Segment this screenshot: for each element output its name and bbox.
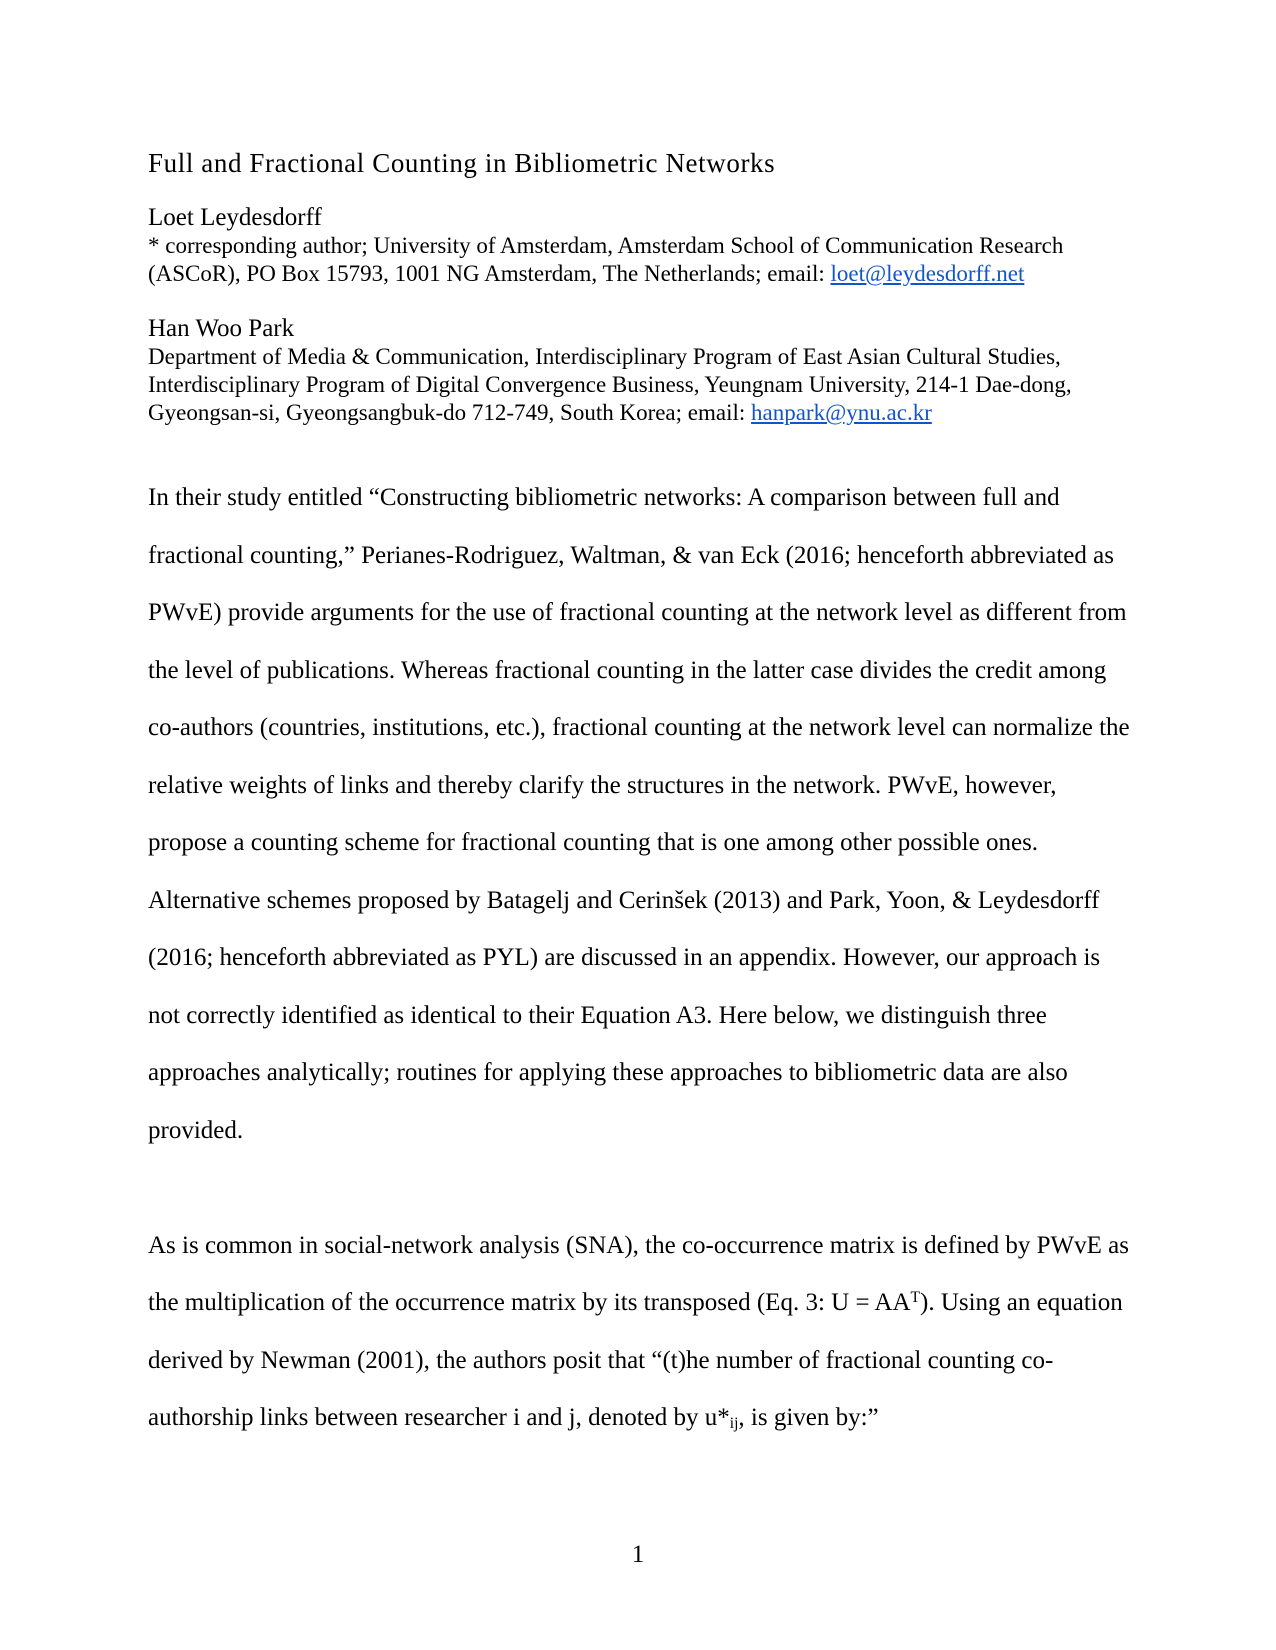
text-segment: Department of Media & Communication, Interdisciplinary Program of East Asian Cultural Studies, Interdisciplinary Program of Digital Convergence Business, Yeungnam University, 214-1 Dae-dong, Gyeongsan-si, Gyeongsangbuk-do 712-749, South Korea; email: <box>148 344 1072 425</box>
text-segment: As is common in social-network analysis (SNA), the co-occurrence matrix is defined by PWvE as the multiplication of the occurrence matrix by its transposed (Eq. 3: U = AA <box>148 1231 1129 1316</box>
author-block <box>148 204 1130 288</box>
body-paragraph <box>148 469 1130 1159</box>
email-link[interactable]: hanpark@ynu.ac.kr <box>751 400 932 425</box>
body-paragraph <box>148 1217 1130 1447</box>
author-affiliation <box>148 232 1130 288</box>
author-name: Loet Leydesdorff <box>148 204 322 231</box>
text-segment: In their study entitled “Constructing bibliometric networks: A comparison between full and fractional counting,” Perianes-Rodriguez, Waltman, & van Eck (2016; henceforth abbreviated as PWvE) provide arguments for the use of fractional counting at the network level as different from the level of publications. Whereas fractional counting in the latter case divides the credit among co-authors (countries, institutions, etc.), fractional counting at the network level can normalize the relative weights of links and thereby clarify the structures in the network. PWvE, however, propose a counting scheme for fractional counting that is one among other possible ones. Alternative schemes proposed by Batagelj and Cerinšek (2013) and Park, Yoon, & Leydesdorff (2016; henceforth abbreviated as PYL) are discussed in an appendix. However, our approach is not correctly identified as identical to their Equation A3. Here below, we distinguish three approaches analytically; routines for applying these approaches to bibliometric data are also provided. <box>148 484 1130 1144</box>
text-segment: , is given by:” <box>738 1404 879 1431</box>
subscript: ij <box>729 1415 739 1433</box>
page-number: 1 <box>631 1541 645 1568</box>
paper-title: Full and Fractional Counting in Bibliometric Networks <box>148 148 776 178</box>
text-segment: * corresponding author; University of Amsterdam, Amsterdam School of Communication Research (ASCoR), PO Box 15793, 1001 NG Amsterdam, The Netherlands; email: <box>148 233 1064 286</box>
author-name: Han Woo Park <box>148 315 295 342</box>
text-segment: ). Using an equation derived by Newman (2001), the authors posit that “(t)he number of fractional counting co-authorship links between researcher i and j, denoted by u* <box>148 1289 1123 1431</box>
author-affiliation <box>148 343 1130 427</box>
author-block <box>148 315 1130 427</box>
email-link[interactable]: loet@leydesdorff.net <box>830 261 1025 286</box>
superscript: T <box>910 1289 920 1307</box>
paper-body <box>148 469 1130 1447</box>
